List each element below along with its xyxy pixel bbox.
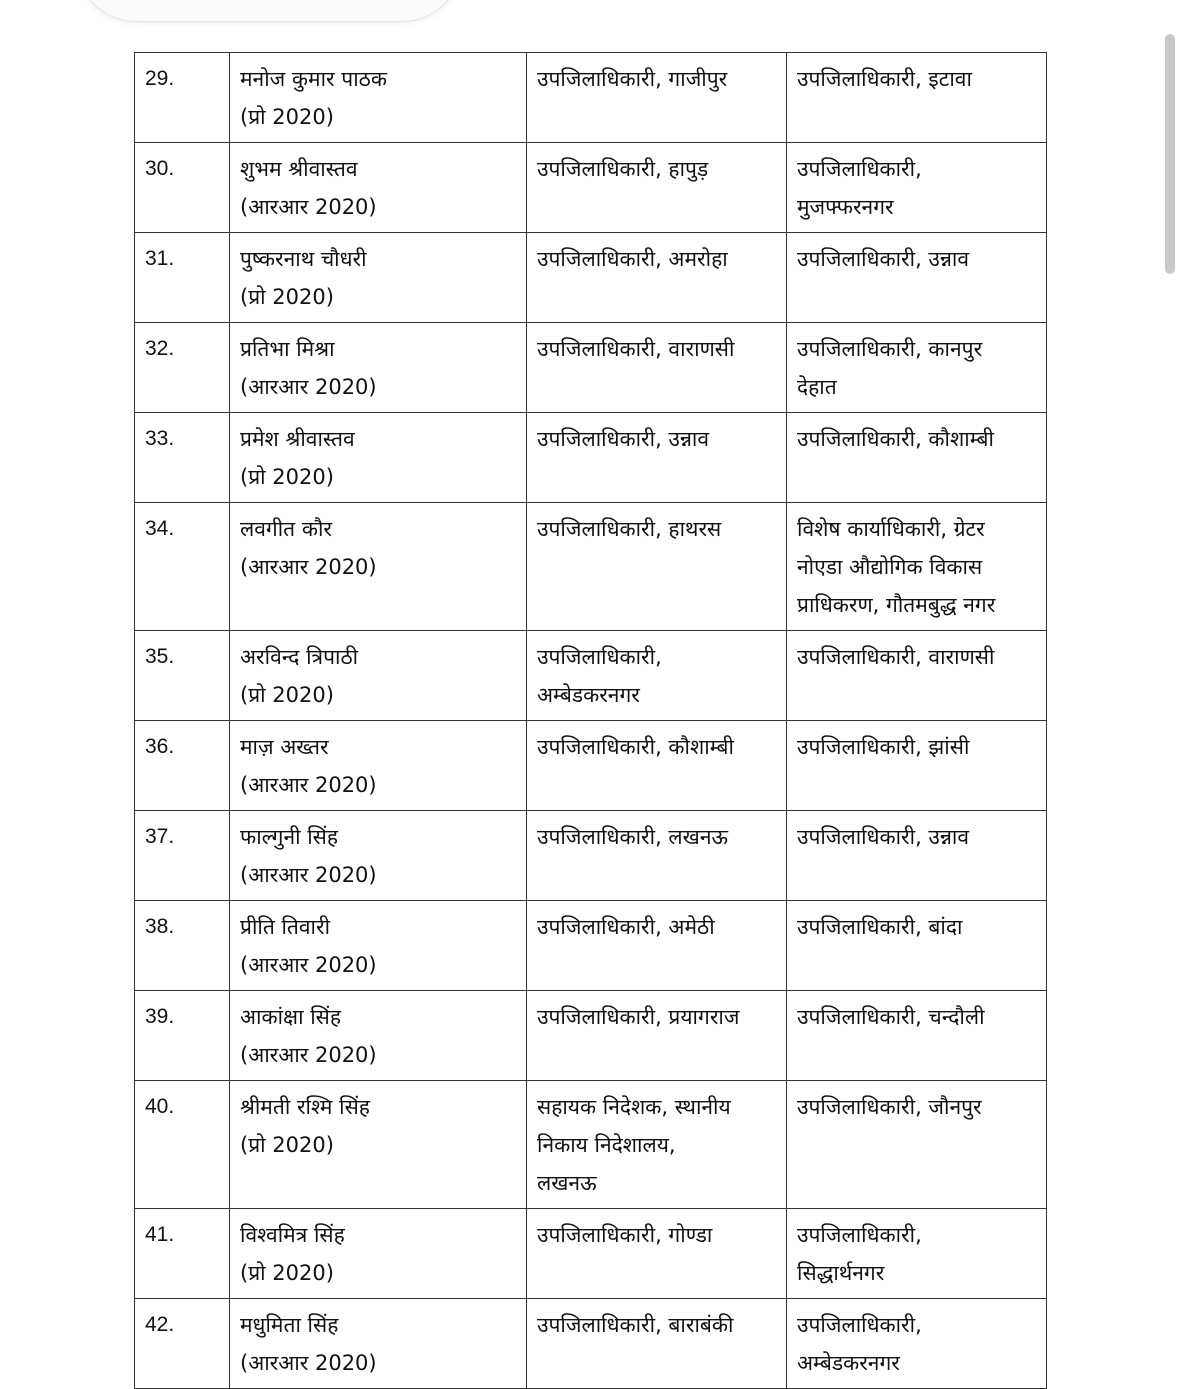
table-row	[135, 53, 1047, 143]
officer-cell	[230, 53, 527, 143]
current-posting-line: उपजिलाधिकारी, वाराणसी	[537, 337, 735, 361]
current-posting-cell	[527, 1081, 787, 1209]
serial-number-cell: 35.	[135, 631, 230, 721]
scrollbar[interactable]	[1161, 0, 1179, 1281]
new-posting-line: विशेष कार्याधिकारी, ग्रेटर	[797, 517, 985, 541]
table-row	[135, 1081, 1047, 1209]
new-posting-cell	[787, 721, 1047, 811]
current-posting-cell	[527, 901, 787, 991]
current-posting-line: उपजिलाधिकारी,	[537, 645, 662, 669]
serial-number-cell: 39.	[135, 991, 230, 1081]
serial-number-cell: 42.	[135, 1299, 230, 1389]
new-posting-line: प्राधिकरण, गौतमबुद्ध नगर	[797, 593, 996, 617]
officer-cell	[230, 503, 527, 631]
officer-cell	[230, 901, 527, 991]
new-posting-line: मुजफ्फरनगर	[797, 195, 894, 219]
officer-name: फाल्गुनी सिंह	[240, 825, 339, 849]
current-posting-line: उपजिलाधिकारी, गाजीपुर	[537, 67, 728, 91]
officer-cell	[230, 721, 527, 811]
new-posting-line: उपजिलाधिकारी, उन्नाव	[797, 247, 970, 271]
officer-name: प्रतिभा मिश्रा	[240, 337, 335, 361]
table-row	[135, 323, 1047, 413]
serial-number-cell: 36.	[135, 721, 230, 811]
officer-cell	[230, 811, 527, 901]
serial-number-cell: 33.	[135, 413, 230, 503]
new-posting-cell	[787, 1081, 1047, 1209]
current-posting-line: निकाय निदेशालय,	[537, 1133, 676, 1157]
new-posting-cell	[787, 143, 1047, 233]
officer-cell	[230, 233, 527, 323]
new-posting-cell	[787, 811, 1047, 901]
officer-batch: (प्रो 2020)	[240, 105, 334, 129]
serial-number-cell: 34.	[135, 503, 230, 631]
officer-cell	[230, 631, 527, 721]
officer-batch: (आरआर 2020)	[240, 195, 377, 219]
officer-name: माज़ अख्तर	[240, 735, 329, 759]
new-posting-cell	[787, 901, 1047, 991]
current-posting-cell	[527, 721, 787, 811]
current-posting-line: उपजिलाधिकारी, कौशाम्बी	[537, 735, 734, 759]
current-posting-cell	[527, 631, 787, 721]
new-posting-line: उपजिलाधिकारी, उन्नाव	[797, 825, 970, 849]
officer-batch: (प्रो 2020)	[240, 1133, 334, 1157]
serial-number-cell: 40.	[135, 1081, 230, 1209]
current-posting-line: उपजिलाधिकारी, बाराबंकी	[537, 1313, 734, 1337]
new-posting-line: उपजिलाधिकारी,	[797, 1313, 922, 1337]
officer-name: मनोज कुमार पाठक	[240, 67, 387, 91]
new-posting-line: उपजिलाधिकारी, जौनपुर	[797, 1095, 982, 1119]
serial-number-cell: 37.	[135, 811, 230, 901]
table-row	[135, 503, 1047, 631]
table-row	[135, 991, 1047, 1081]
table-row	[135, 233, 1047, 323]
scrollbar-thumb[interactable]	[1165, 34, 1175, 274]
officer-batch: (आरआर 2020)	[240, 555, 377, 579]
table-row	[135, 143, 1047, 233]
new-posting-line: उपजिलाधिकारी,	[797, 157, 922, 181]
officer-cell	[230, 1299, 527, 1389]
officer-batch: (आरआर 2020)	[240, 953, 377, 977]
table-row	[135, 901, 1047, 991]
new-posting-line: उपजिलाधिकारी, झांसी	[797, 735, 970, 759]
serial-number-cell: 38.	[135, 901, 230, 991]
new-posting-line: उपजिलाधिकारी, कानपुर	[797, 337, 983, 361]
new-posting-cell	[787, 53, 1047, 143]
table-row	[135, 1209, 1047, 1299]
officer-cell	[230, 413, 527, 503]
new-posting-line: उपजिलाधिकारी, कौशाम्बी	[797, 427, 994, 451]
new-posting-cell	[787, 413, 1047, 503]
officer-name: मधुमिता सिंह	[240, 1313, 339, 1337]
new-posting-line: उपजिलाधिकारी,	[797, 1223, 922, 1247]
current-posting-line: उपजिलाधिकारी, अमरोहा	[537, 247, 728, 271]
current-posting-line: उपजिलाधिकारी, लखनऊ	[537, 825, 728, 849]
current-posting-line: उपजिलाधिकारी, हाथरस	[537, 517, 722, 541]
officer-batch: (आरआर 2020)	[240, 773, 377, 797]
officer-batch: (प्रो 2020)	[240, 465, 334, 489]
officer-cell	[230, 1081, 527, 1209]
current-posting-cell	[527, 143, 787, 233]
officer-name: श्रीमती रश्मि सिंह	[240, 1095, 370, 1119]
new-posting-line: उपजिलाधिकारी, बांदा	[797, 915, 963, 939]
officer-batch: (प्रो 2020)	[240, 1261, 334, 1285]
officer-cell	[230, 143, 527, 233]
officer-cell	[230, 991, 527, 1081]
new-posting-cell	[787, 991, 1047, 1081]
current-posting-cell	[527, 413, 787, 503]
table-row	[135, 721, 1047, 811]
officer-batch: (प्रो 2020)	[240, 285, 334, 309]
officer-batch: (प्रो 2020)	[240, 683, 334, 707]
serial-number-cell: 30.	[135, 143, 230, 233]
new-posting-cell	[787, 503, 1047, 631]
new-posting-line: उपजिलाधिकारी, इटावा	[797, 67, 972, 91]
officer-name: लवगीत कौर	[240, 517, 332, 541]
officer-name: प्रीति तिवारी	[240, 915, 331, 939]
table-body	[135, 53, 1047, 1389]
officer-cell	[230, 1209, 527, 1299]
current-posting-line: उपजिलाधिकारी, अमेठी	[537, 915, 715, 939]
current-posting-line: उपजिलाधिकारी, प्रयागराज	[537, 1005, 740, 1029]
transfer-table	[134, 52, 1047, 1389]
serial-number-cell: 31.	[135, 233, 230, 323]
serial-number-cell: 29.	[135, 53, 230, 143]
new-posting-line: अम्बेडकरनगर	[797, 1351, 900, 1375]
new-posting-cell	[787, 1299, 1047, 1389]
officer-batch: (आरआर 2020)	[240, 1043, 377, 1067]
new-posting-cell	[787, 323, 1047, 413]
current-posting-cell	[527, 991, 787, 1081]
officer-batch: (आरआर 2020)	[240, 1351, 377, 1375]
current-posting-cell	[527, 811, 787, 901]
officer-name: पुष्करनाथ चौधरी	[240, 247, 367, 271]
current-posting-line: अम्बेडकरनगर	[537, 683, 640, 707]
current-posting-cell	[527, 1299, 787, 1389]
serial-number-cell: 41.	[135, 1209, 230, 1299]
current-posting-cell	[527, 503, 787, 631]
new-posting-line: उपजिलाधिकारी, वाराणसी	[797, 645, 995, 669]
table-row	[135, 413, 1047, 503]
current-posting-line: उपजिलाधिकारी, गोण्डा	[537, 1223, 713, 1247]
new-posting-cell	[787, 1209, 1047, 1299]
current-posting-line: उपजिलाधिकारी, उन्नाव	[537, 427, 710, 451]
officer-name: शुभम श्रीवास्तव	[240, 157, 358, 181]
new-posting-line: देहात	[797, 375, 837, 399]
table-row	[135, 1299, 1047, 1389]
officer-name: अरविन्द त्रिपाठी	[240, 645, 359, 669]
officer-batch: (आरआर 2020)	[240, 863, 377, 887]
new-posting-line: नोएडा औद्योगिक विकास	[797, 555, 983, 579]
new-posting-cell	[787, 233, 1047, 323]
officer-name: प्रमेश श्रीवास्तव	[240, 427, 355, 451]
current-posting-line: उपजिलाधिकारी, हापुड़	[537, 157, 709, 181]
current-posting-cell	[527, 53, 787, 143]
officer-name: आकांक्षा सिंह	[240, 1005, 341, 1029]
table-row	[135, 631, 1047, 721]
current-posting-cell	[527, 1209, 787, 1299]
officer-batch: (आरआर 2020)	[240, 375, 377, 399]
new-posting-cell	[787, 631, 1047, 721]
officer-name: विश्वमित्र सिंह	[240, 1223, 345, 1247]
table-row	[135, 811, 1047, 901]
new-posting-line: उपजिलाधिकारी, चन्दौली	[797, 1005, 985, 1029]
previous-page-edge	[76, 0, 462, 22]
serial-number-cell: 32.	[135, 323, 230, 413]
officer-cell	[230, 323, 527, 413]
current-posting-line: सहायक निदेशक, स्थानीय	[537, 1095, 731, 1119]
current-posting-cell	[527, 233, 787, 323]
new-posting-line: सिद्धार्थनगर	[797, 1261, 885, 1285]
current-posting-cell	[527, 323, 787, 413]
current-posting-line: लखनऊ	[537, 1171, 597, 1195]
